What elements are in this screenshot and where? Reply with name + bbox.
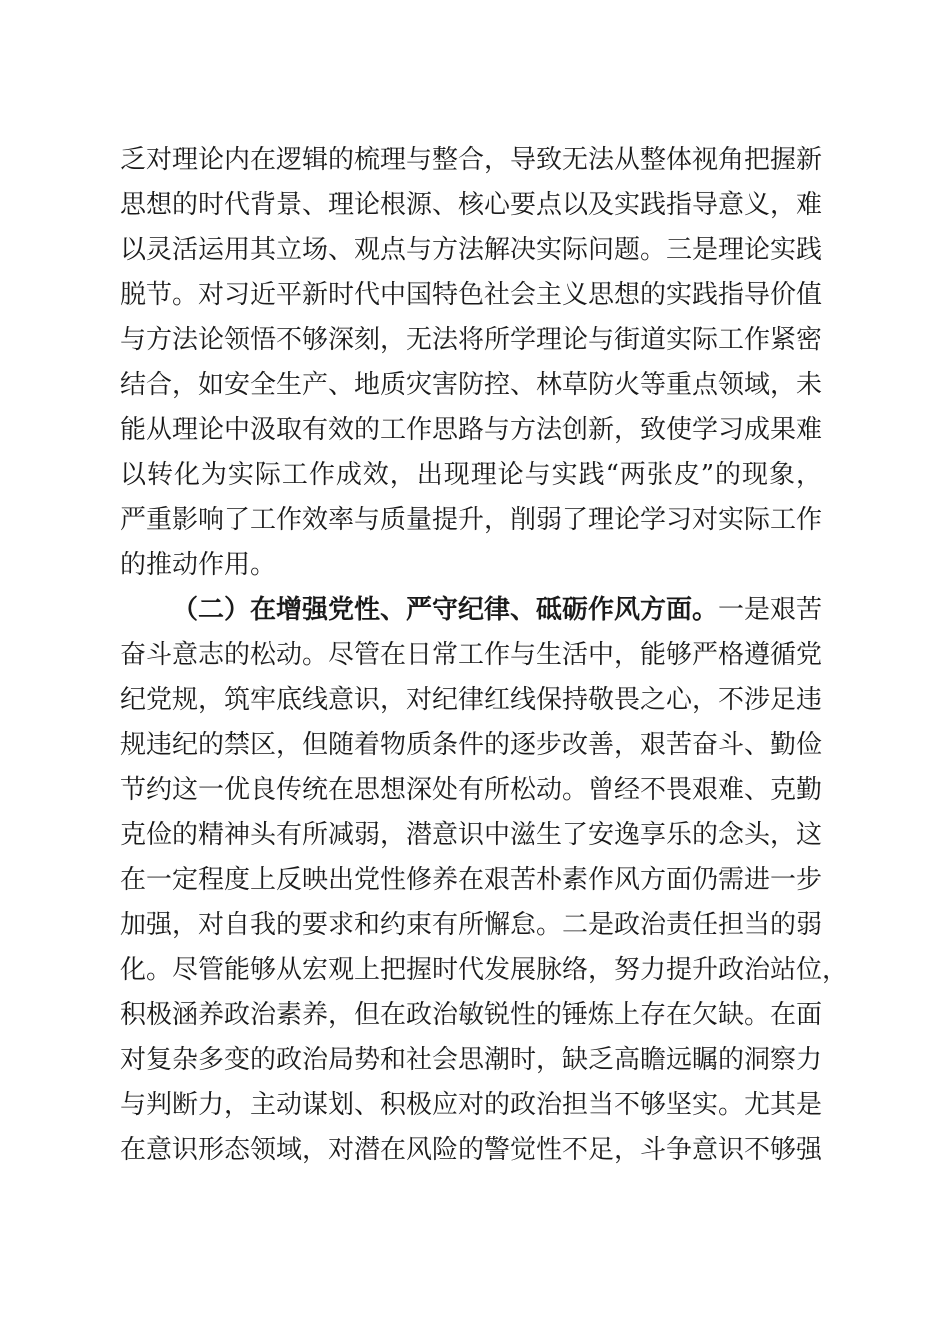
text-line: 对复杂多变的政治局势和社会思潮时，缺乏高瞻远瞩的洞察力 xyxy=(120,1045,823,1075)
text-line: 与方法论领悟不够深刻，无法将所学理论与街道实际工作紧密 xyxy=(120,325,823,355)
text-line: 节约这一优良传统在思想深处有所松动。曾经不畏艰难、克勤 xyxy=(120,775,823,805)
text-line: 化。尽管能够从宏观上把握时代发展脉络，努力提升政治站位， xyxy=(120,955,849,985)
text-line: 在意识形态领域，对潜在风险的警觉性不足，斗争意识不够强 xyxy=(120,1135,823,1165)
text-line: 加强，对自我的要求和约束有所懈怠。二是政治责任担当的弱 xyxy=(120,910,823,940)
document-body xyxy=(120,138,849,1173)
section-heading: （二）在增强党性、严守纪律、砥砺作风方面。 xyxy=(172,595,719,625)
text-line: 纪党规，筑牢底线意识，对纪律红线保持敬畏之心，不涉足违 xyxy=(120,685,823,715)
text-line: 在一定程度上反映出党性修养在艰苦朴素作风方面仍需进一步 xyxy=(120,865,823,895)
section-heading-line xyxy=(120,588,822,633)
text-run: 一是艰苦 xyxy=(718,595,823,625)
text-line: 严重影响了工作效率与质量提升，削弱了理论学习对实际工作 xyxy=(120,505,823,535)
text-line: 能从理论中汲取有效的工作思路与方法创新，致使学习成果难 xyxy=(120,415,823,445)
text-line: 以转化为实际工作成效，出现理论与实践“两张皮”的现象， xyxy=(120,460,822,490)
text-line: 奋斗意志的松动。尽管在日常工作与生活中，能够严格遵循党 xyxy=(120,640,823,670)
text-line: 规违纪的禁区，但随着物质条件的逐步改善，艰苦奋斗、勤俭 xyxy=(120,730,823,760)
text-line: 结合，如安全生产、地质灾害防控、林草防火等重点领域，未 xyxy=(120,370,823,400)
text-line: 以灵活运用其立场、观点与方法解决实际问题。三是理论实践 xyxy=(120,235,823,265)
text-line: 乏对理论内在逻辑的梳理与整合，导致无法从整体视角把握新 xyxy=(120,145,823,175)
text-line: 积极涵养政治素养，但在政治敏锐性的锤炼上存在欠缺。在面 xyxy=(120,1000,823,1030)
text-line: 与判断力，主动谋划、积极应对的政治担当不够坚实。尤其是 xyxy=(120,1090,823,1120)
paragraph-1 xyxy=(120,138,822,588)
paragraph-2 xyxy=(120,588,849,1173)
text-line: 的推动作用。 xyxy=(120,550,277,580)
text-line: 克俭的精神头有所减弱，潜意识中滋生了安逸享乐的念头，这 xyxy=(120,820,823,850)
text-line: 思想的时代背景、理论根源、核心要点以及实践指导意义，难 xyxy=(120,190,823,220)
text-line: 脱节。对习近平新时代中国特色社会主义思想的实践指导价值 xyxy=(120,280,823,310)
